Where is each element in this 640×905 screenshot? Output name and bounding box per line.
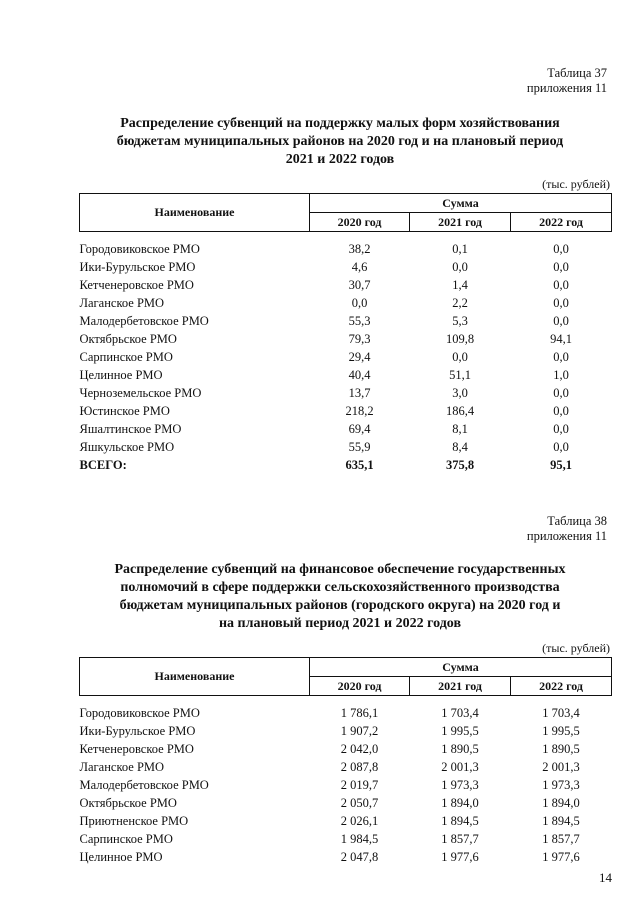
table-row	[80, 830, 612, 848]
table37-ref-line2: приложения 11	[526, 81, 607, 95]
total-2021: 375,8	[445, 458, 475, 472]
table37-title-line3: 2021 и 2022 годов	[285, 152, 395, 167]
table38-reference	[527, 514, 607, 544]
amount-2022: 2 001,3	[542, 760, 580, 774]
table37-reference	[527, 66, 607, 96]
amount-2022: 0,0	[553, 440, 569, 454]
table38-title-line3: бюджетам муниципальных районов (городского округа) на 2020 год и	[119, 598, 561, 613]
amount-2021: 1 894,0	[441, 796, 479, 810]
table38-ref-line2: приложения 11	[526, 529, 607, 543]
amount-2020: 2 042,0	[340, 742, 379, 756]
amount-2021: 0,1	[452, 242, 468, 256]
table-row	[80, 812, 612, 830]
region-name: Октябрьское РМО	[79, 796, 177, 810]
table38-header-year: 2022 год	[511, 677, 612, 696]
table-row	[80, 348, 612, 366]
table38-header-year: 2020 год	[310, 677, 410, 696]
amount-2022: 1 995,5	[542, 724, 580, 738]
amount-2020: 29,4	[348, 350, 371, 364]
table-row	[80, 438, 612, 456]
amount-2020: 13,7	[348, 386, 371, 400]
amount-2020: 1 907,2	[340, 724, 379, 738]
table37	[79, 193, 612, 474]
region-name: Малодербетовское РМО	[79, 314, 209, 328]
amount-2022: 1 703,4	[542, 706, 580, 720]
region-name: Приютненское РМО	[79, 814, 189, 828]
region-name: Черноземельское РМО	[79, 386, 202, 400]
table-row	[80, 740, 612, 758]
table-row	[80, 848, 612, 866]
amount-2020: 0,0	[351, 296, 368, 310]
amount-2022: 1 894,0	[542, 796, 580, 810]
region-name: Кетченеровское РМО	[79, 278, 194, 292]
amount-2020: 30,7	[348, 278, 371, 292]
table-row	[80, 704, 612, 722]
table-row	[80, 312, 612, 330]
amount-2022: 94,1	[550, 332, 572, 346]
table-row	[80, 330, 612, 348]
amount-2021: 0,0	[452, 260, 468, 274]
table38	[79, 657, 612, 866]
region-name: Целинное РМО	[79, 368, 163, 382]
region-name: Малодербетовское РМО	[79, 778, 209, 792]
amount-2020: 218,2	[345, 404, 374, 418]
table37-title-line1: Распределение субвенций на поддержку малых форм хозяйствования	[120, 116, 560, 131]
amount-2022: 1,0	[553, 368, 569, 382]
table-row	[80, 294, 612, 312]
table37-header-year: 2020 год	[310, 213, 410, 232]
region-name: Юстинское РМО	[79, 404, 170, 418]
amount-2021: 2,2	[452, 296, 468, 310]
amount-2022: 0,0	[553, 404, 569, 418]
table-row	[80, 384, 612, 402]
amount-2022: 0,0	[553, 314, 569, 328]
table-row	[80, 794, 612, 812]
region-name: Ики-Бурульское РМО	[79, 260, 196, 274]
table37-header-year: 2021 год	[410, 213, 511, 232]
table37-header-sum: Сумма	[310, 194, 612, 213]
table-row	[80, 276, 612, 294]
region-name: Кетченеровское РМО	[79, 742, 194, 756]
total-row	[80, 456, 612, 474]
table-row	[80, 366, 612, 384]
table38-title-line2: полномочий в сфере поддержки сельскохозяйственного производства	[120, 580, 560, 595]
amount-2021: 1 973,3	[441, 778, 479, 792]
region-name: Яшкульское РМО	[79, 440, 175, 454]
table-row	[80, 402, 612, 420]
amount-2020: 2 047,8	[340, 850, 379, 864]
amount-2022: 1 977,6	[542, 850, 580, 864]
amount-2021: 1 703,4	[441, 706, 479, 720]
table-row	[80, 758, 612, 776]
amount-2022: 0,0	[553, 350, 569, 364]
region-name: Городовиковское РМО	[79, 706, 200, 720]
amount-2021: 1,4	[452, 278, 468, 292]
table38-title-line1: Распределение субвенций на финансовое обеспечение государственных	[114, 562, 566, 577]
amount-2022: 0,0	[553, 242, 569, 256]
region-name: Октябрьское РМО	[79, 332, 177, 346]
amount-2021: 3,0	[452, 386, 468, 400]
amount-2021: 186,4	[445, 404, 475, 418]
table38-ref-line1: Таблица 38	[547, 514, 607, 528]
amount-2021: 109,8	[445, 332, 475, 346]
total-label: ВСЕГО:	[79, 458, 127, 472]
amount-2020: 55,9	[348, 440, 371, 454]
amount-2020: 2 087,8	[340, 760, 379, 774]
table37-title	[80, 115, 600, 169]
region-name: Городовиковское РМО	[79, 242, 200, 256]
region-name: Сарпинское РМО	[79, 832, 173, 846]
table38-unit: (тыс. рублей)	[542, 641, 610, 655]
amount-2022: 0,0	[553, 296, 569, 310]
amount-2021: 2 001,3	[441, 760, 479, 774]
total-2020: 635,1	[345, 458, 374, 472]
table-row	[80, 722, 612, 740]
table-row	[80, 420, 612, 438]
amount-2022: 1 890,5	[542, 742, 580, 756]
amount-2020: 2 050,7	[340, 796, 379, 810]
amount-2020: 40,4	[348, 368, 371, 382]
amount-2022: 1 857,7	[542, 832, 580, 846]
table38-title-line4: на плановый период 2021 и 2022 годов	[218, 616, 462, 631]
table-row	[80, 240, 612, 258]
amount-2021: 51,1	[449, 368, 471, 382]
region-name: Лаганское РМО	[79, 296, 165, 310]
table38-header-name: Наименование	[80, 658, 310, 696]
amount-2021: 0,0	[452, 350, 468, 364]
amount-2021: 1 977,6	[441, 850, 479, 864]
total-2022: 95,1	[550, 458, 572, 472]
amount-2020: 1 984,5	[340, 832, 379, 846]
amount-2020: 69,4	[348, 422, 371, 436]
amount-2021: 1 857,7	[441, 832, 479, 846]
amount-2020: 1 786,1	[340, 706, 379, 720]
amount-2022: 0,0	[553, 278, 569, 292]
table38-header-sum: Сумма	[310, 658, 612, 677]
amount-2020: 38,2	[348, 242, 371, 256]
region-name: Яшалтинское РМО	[79, 422, 182, 436]
amount-2021: 5,3	[452, 314, 468, 328]
amount-2022: 1 973,3	[542, 778, 580, 792]
table-row	[80, 258, 612, 276]
table38-header-year: 2021 год	[410, 677, 511, 696]
amount-2022: 0,0	[553, 422, 569, 436]
table-row	[80, 776, 612, 794]
amount-2020: 2 026,1	[340, 814, 379, 828]
region-name: Целинное РМО	[79, 850, 163, 864]
table37-ref-line1: Таблица 37	[547, 66, 607, 80]
amount-2020: 4,6	[351, 260, 368, 274]
amount-2022: 0,0	[553, 260, 569, 274]
amount-2020: 2 019,7	[340, 778, 379, 792]
amount-2020: 55,3	[348, 314, 371, 328]
table37-unit: (тыс. рублей)	[542, 177, 610, 191]
amount-2022: 1 894,5	[542, 814, 580, 828]
table37-header-year: 2022 год	[511, 213, 612, 232]
region-name: Ики-Бурульское РМО	[79, 724, 196, 738]
table37-title-line2: бюджетам муниципальных районов на 2020 год и на плановый период	[116, 134, 564, 149]
page-number: 14	[599, 870, 612, 885]
amount-2021: 8,4	[452, 440, 468, 454]
amount-2021: 1 995,5	[441, 724, 479, 738]
amount-2021: 1 894,5	[441, 814, 479, 828]
region-name: Лаганское РМО	[79, 760, 165, 774]
amount-2022: 0,0	[553, 386, 569, 400]
table37-header-name: Наименование	[80, 194, 310, 232]
amount-2021: 1 890,5	[441, 742, 479, 756]
amount-2021: 8,1	[452, 422, 468, 436]
amount-2020: 79,3	[348, 332, 371, 346]
table38-title	[80, 561, 600, 633]
region-name: Сарпинское РМО	[79, 350, 173, 364]
